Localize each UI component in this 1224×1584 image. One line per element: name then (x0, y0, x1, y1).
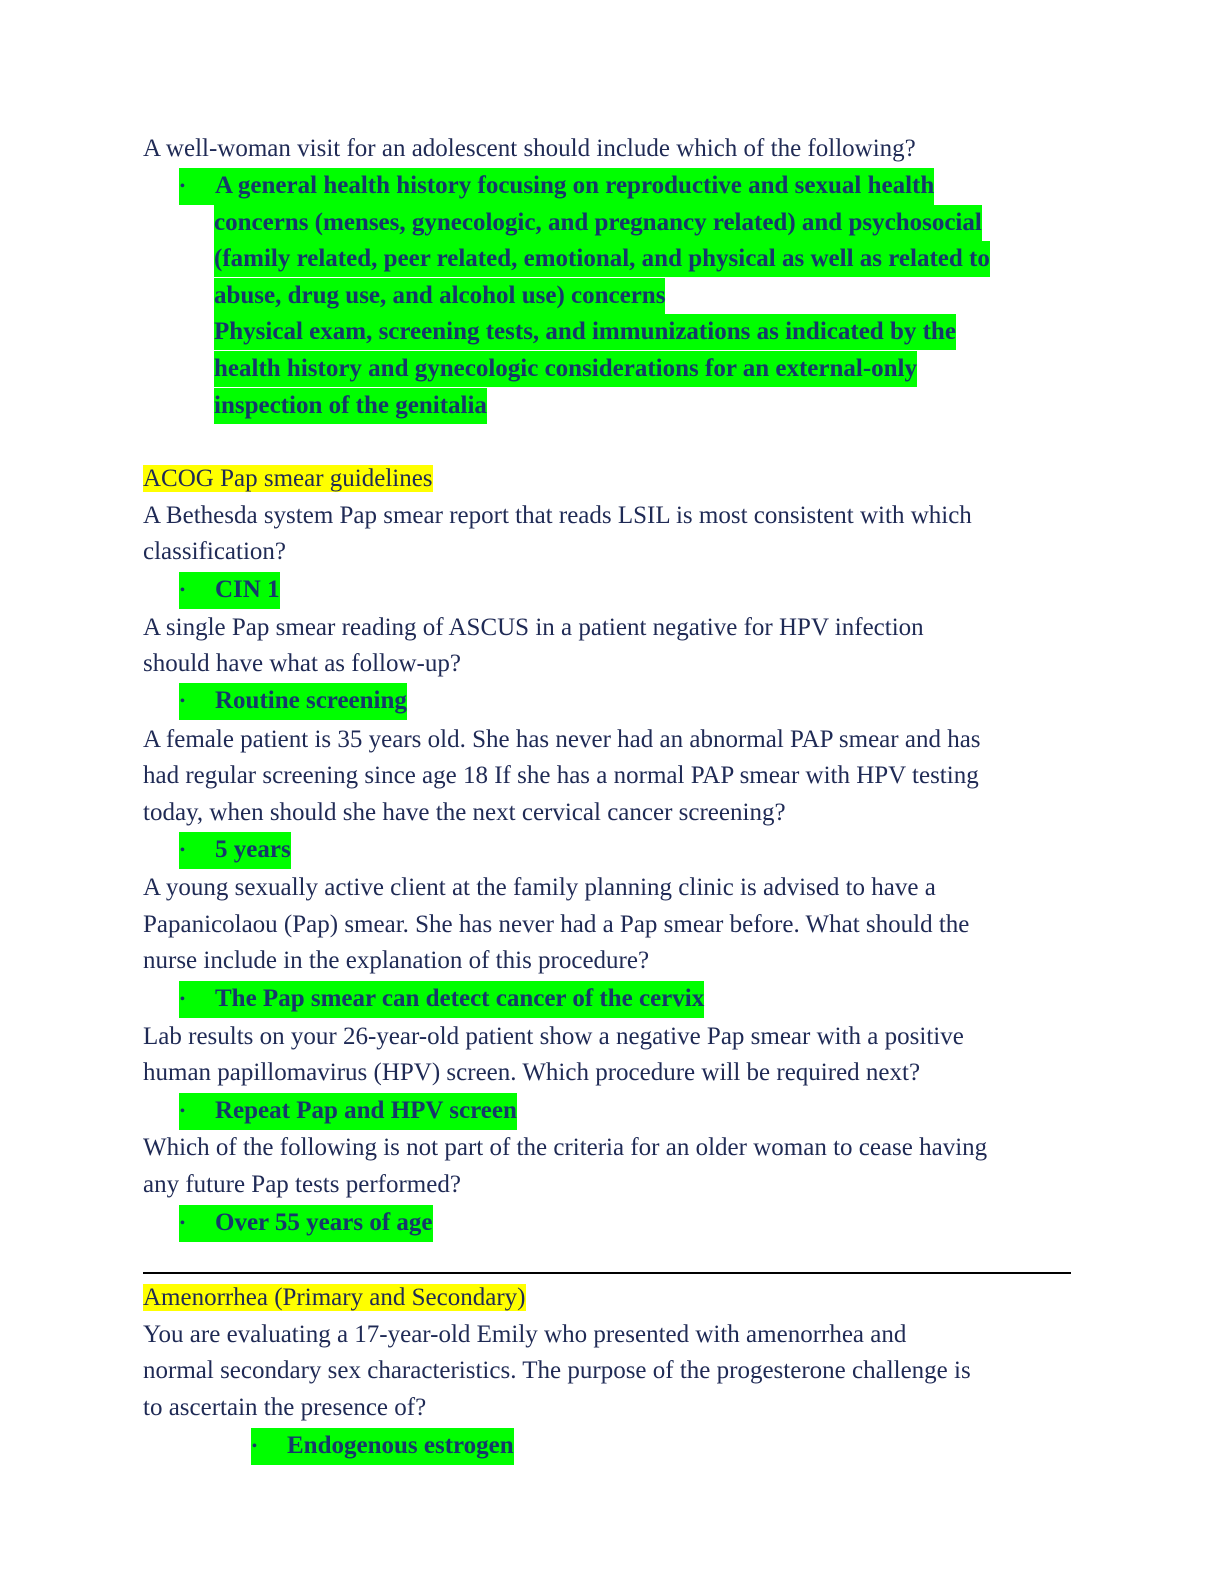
question-text: You are evaluating a 17-year-old Emily who presented with amenorrhea and (143, 1321, 907, 1348)
answer-item (179, 1205, 433, 1242)
question-text: classification? (143, 538, 286, 565)
answer-text: The Pap smear can detect cancer of the cervix (215, 985, 705, 1012)
answer-item (179, 572, 280, 609)
answer-item (179, 683, 407, 720)
answer-line: health history and gynecologic considerations for an external-only (214, 351, 917, 387)
bullet-icon: • (180, 694, 185, 710)
question-text: A young sexually active client at the family planning clinic is advised to have a (143, 874, 936, 901)
answer-line: (family related, peer related, emotional, and physical as well as related to (214, 241, 990, 277)
answer-text: Over 55 years of age (215, 1209, 433, 1236)
answer-line: abuse, drug use, and alcohol use) concerns (214, 278, 665, 314)
question-wellwoman: A well-woman visit for an adolescent should include which of the following? (143, 135, 916, 162)
question-text: A Bethesda system Pap smear report that reads LSIL is most consistent with which (143, 502, 972, 529)
section-heading-amenorrhea: Amenorrhea (Primary and Secondary) (143, 1284, 526, 1311)
question-text: normal secondary sex characteristics. The purpose of the progesterone challenge is (143, 1357, 971, 1384)
answer-line: Physical exam, screening tests, and immunizations as indicated by the (214, 314, 956, 350)
question-text: A female patient is 35 years old. She has never had an abnormal PAP smear and has (143, 726, 981, 753)
answer-item (179, 981, 704, 1018)
section-heading-acog: ACOG Pap smear guidelines (143, 465, 433, 492)
answer-text: Routine screening (215, 687, 407, 714)
question-text: to ascertain the presence of? (143, 1394, 427, 1421)
answer-item (251, 1428, 514, 1465)
bullet-icon: • (180, 1216, 185, 1232)
answer-text: Repeat Pap and HPV screen (215, 1097, 517, 1124)
answer-text: CIN 1 (215, 576, 280, 603)
bullet-icon: • (252, 1439, 257, 1455)
question-text: human papillomavirus (HPV) screen. Which procedure will be required next? (143, 1059, 921, 1086)
answer-item (179, 1093, 517, 1130)
question-text: today, when should she have the next cervical cancer screening? (143, 799, 786, 826)
answer-text: 5 years (215, 836, 291, 863)
bullet-icon: • (180, 992, 185, 1008)
bullet-icon: • (180, 179, 185, 195)
horizontal-rule (143, 1272, 1071, 1274)
answer-line: A general health history focusing on reproductive and sexual health (215, 172, 935, 199)
question-text: A single Pap smear reading of ASCUS in a patient negative for HPV infection (143, 614, 924, 641)
question-text: Lab results on your 26-year-old patient show a negative Pap smear with a positive (143, 1023, 964, 1050)
question-text: Which of the following is not part of the criteria for an older woman to cease having (143, 1134, 988, 1161)
question-text: should have what as follow-up? (143, 650, 461, 677)
answer-text: Endogenous estrogen (287, 1432, 514, 1459)
question-text: Papanicolaou (Pap) smear. She has never had a Pap smear before. What should the (143, 911, 970, 938)
answer-line: concerns (menses, gynecologic, and pregnancy related) and psychosocial (214, 205, 982, 241)
question-text: had regular screening since age 18 If she has a normal PAP smear with HPV testing (143, 762, 979, 789)
bullet-icon: • (180, 1104, 185, 1120)
bullet-icon: • (180, 843, 185, 859)
question-text: nurse include in the explanation of this procedure? (143, 947, 650, 974)
answer-item (179, 832, 291, 869)
question-text: any future Pap tests performed? (143, 1171, 461, 1198)
bullet-icon: • (180, 583, 185, 599)
answer-line: inspection of the genitalia (214, 388, 487, 424)
